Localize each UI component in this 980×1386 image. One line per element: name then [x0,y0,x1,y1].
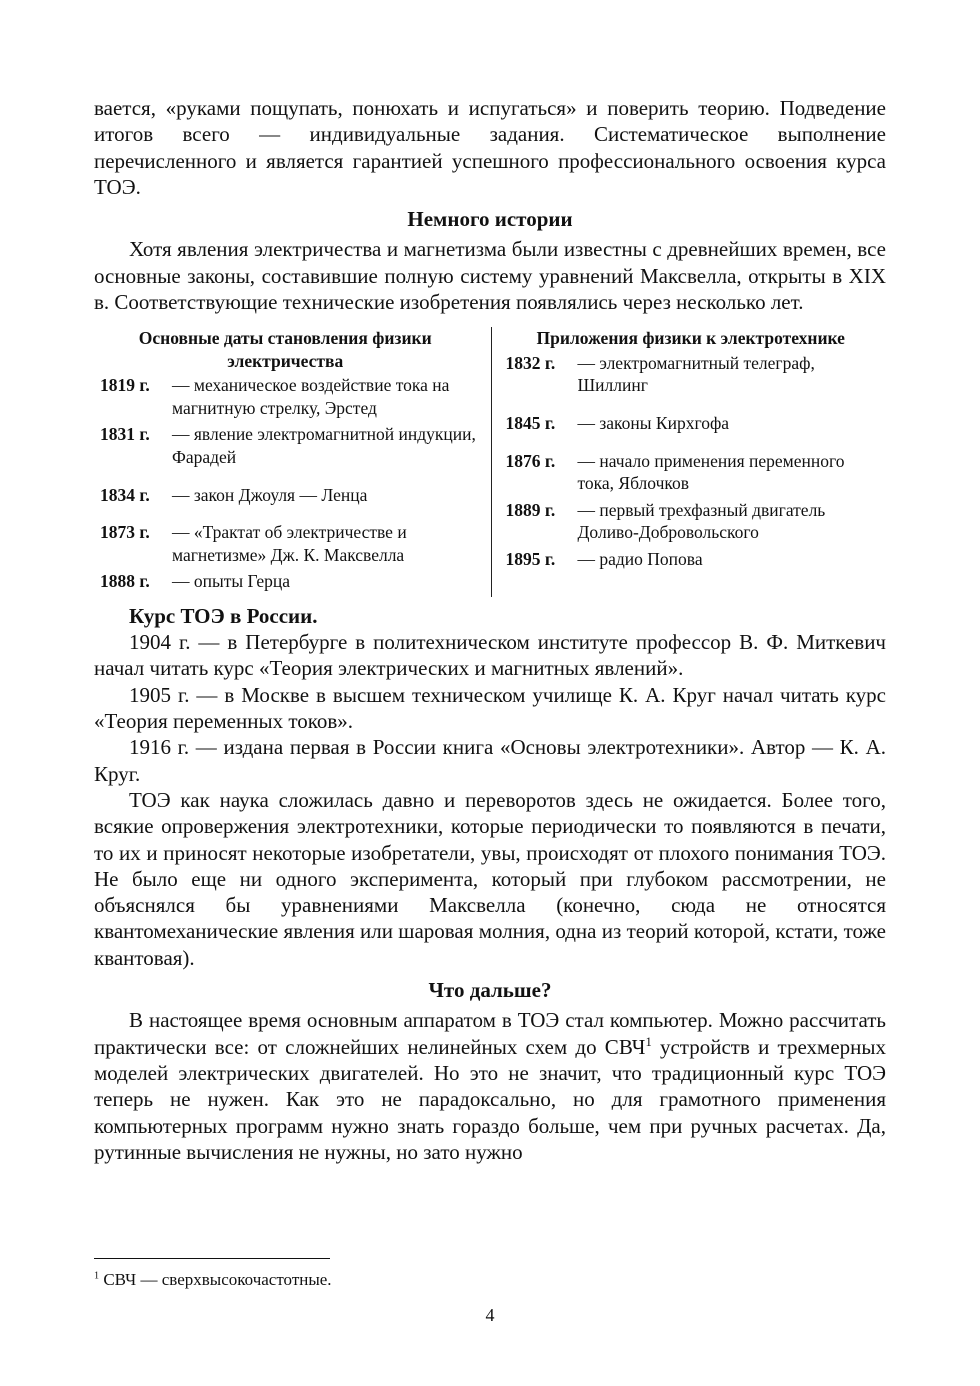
timeline-row [500,450,883,495]
timeline-year: 1895 г. [505,548,556,569]
timeline-row [500,352,883,397]
page-content [94,95,886,1165]
timeline-text: — электромагнитный телеграф, Шиллинг [577,352,815,396]
timeline-row [94,472,477,517]
timeline-year: 1845 г. [505,413,556,434]
timeline-text: — явление электромагнитной индукции, Фарадей [172,424,476,467]
timeline-text: — начало применения переменного тока, Яблочков [577,450,845,494]
timeline-row [500,499,883,544]
timeline-row [500,548,883,571]
applications-header: Приложения физики к электротехнике [536,328,845,349]
applications-column [492,327,887,597]
footnote-text: СВЧ — сверхвысокочастотные. [99,1270,332,1289]
footnote-ref[interactable]: 1 [645,1034,652,1049]
russia-paragraph: 1904 г. — в Петербурге в политехническом институте профессор В. Ф. Миткевич начал читать курс «Теория электрических и магнитных явлений». [94,630,886,681]
timeline-year: 1831 г. [100,424,150,445]
footnote-divider [94,1258,330,1259]
russia-paragraph: 1916 г. — издана первая в России книга «Основы электротехники». Автор — К. А. Круг. [94,735,886,786]
timeline-text: — радио Попова [577,548,703,569]
timeline-table [94,327,886,597]
next-paragraph [94,1007,886,1165]
timeline-year: 1888 г. [100,571,150,592]
timeline-year: 1873 г. [100,522,150,543]
next-text-before: В настоящее время основным аппаратом в ТОЭ стал компьютер. Можно рассчитать практически все: от сложнейших нелинейных схем до СВЧ [94,1008,886,1059]
timeline-year: 1819 г. [100,375,150,396]
physics-dates-header: Основные даты становления физики электричества [138,328,432,371]
timeline-year: 1832 г. [505,352,556,373]
timeline-row [94,521,477,566]
timeline-year: 1876 г. [505,450,556,471]
intro-paragraph: вается, «руками пощупать, понюхать и испугаться» и поверить теорию. Подведение итогов всего — индивидуальные задания. Систематическое выполнение перечисленного и является гарантией успешного профессионального освоения курса ТОЭ. [94,96,886,199]
footnote [94,1269,332,1291]
timeline-text: — опыты Герца [172,571,290,592]
russia-paragraph: ТОЭ как наука сложилась давно и переворотов здесь не ожидается. Более того, всякие опровержения электротехники, которые периодически то появляются в печати, то их и приносят некоторые изобретатели, увы, происходят от плохого понимания ТОЭ. Не было еще ни одного эксперимента, который при глубоком рассмотрении, не объяснялся бы уравнениями Максвелла (конечно, сюда не относятся квантомеханические явления или шаровая молния, одна из теорий которой, кстати, тоже квантовая). [94,787,886,970]
timeline-year: 1889 г. [505,499,556,520]
timeline-text: — механическое воздействие тока на магнитную стрелку, Эрстед [172,375,450,418]
timeline-row [94,423,477,468]
physics-dates-column [94,327,492,597]
next-text-after: устройств и трехмерных моделей электрических двигателей. Но это не значит, что традиционный курс ТОЭ теперь не нужен. Как это не парадоксально, но для грамотного применения компьютерных программ нужно знать гораздо больше, чем при ручных расчетах. Да, рутинные вычисления не нужны, но зато нужно [94,1034,886,1164]
history-heading: Немного истории [407,207,573,232]
next-heading: Что дальше? [428,978,552,1003]
history-paragraph: Хотя явления электричества и магнетизма были известны с древнейших времен, все основные законы, составившие полную систему уравнений Максвелла, открыты в XIX в. Соответствующие технические изобретения появлялись через несколько лет. [94,237,886,315]
russia-heading: Курс ТОЭ в России. [129,603,318,628]
timeline-text: — «Трактат об электричестве и магнетизме» Дж. К. Максвелла [172,522,407,565]
timeline-text: — законы Кирхгофа [577,413,730,434]
timeline-row [94,570,477,593]
timeline-year: 1834 г. [100,484,150,505]
timeline-text: — первый трехфазный двигатель Доливо-Добровольского [577,499,826,543]
footnote-mark: 1 [94,1270,100,1282]
page-number: 4 [485,1305,495,1325]
timeline-text: — закон Джоуля — Ленца [172,484,368,505]
timeline-row [94,374,477,419]
timeline-row [500,401,883,446]
russia-paragraph: 1905 г. — в Москве в высшем техническом училище К. А. Круг начал читать курс «Теория переменных токов». [94,682,886,734]
